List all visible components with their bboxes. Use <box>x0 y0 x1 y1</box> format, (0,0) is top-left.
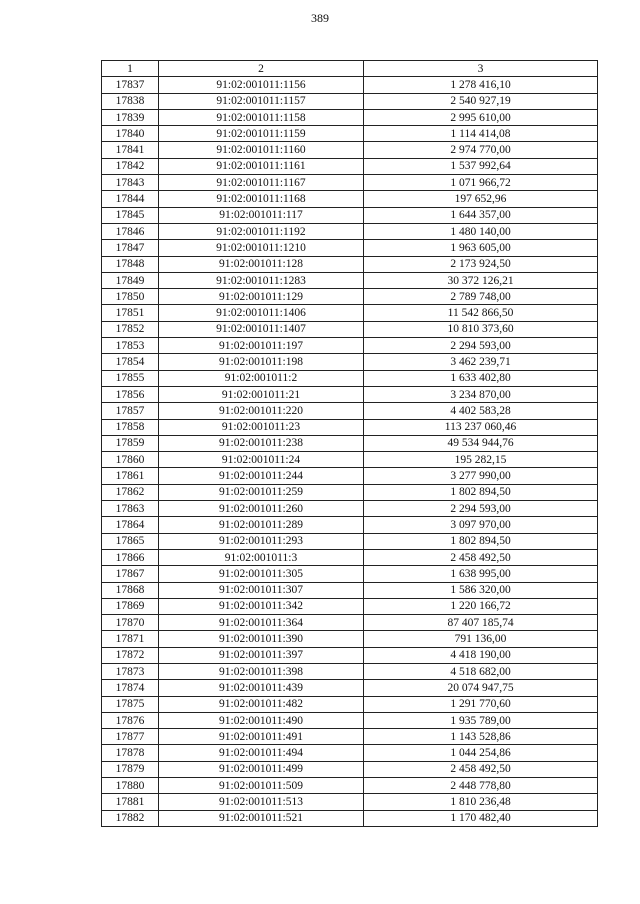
row-number-cell: 17862 <box>102 484 159 500</box>
row-number-cell: 17855 <box>102 370 159 386</box>
cadastral-number-cell: 91:02:001011:244 <box>159 468 364 484</box>
cadastral-value-cell: 1 278 416,10 <box>364 77 598 93</box>
row-number-cell: 17880 <box>102 778 159 794</box>
table-row <box>102 517 598 533</box>
cadastral-value-cell: 3 277 990,00 <box>364 468 598 484</box>
cadastral-value-cell: 4 402 583,28 <box>364 403 598 419</box>
row-number-cell: 17850 <box>102 289 159 305</box>
table-row <box>102 761 598 777</box>
row-number-cell: 17876 <box>102 712 159 728</box>
cadastral-number-cell: 91:02:001011:1406 <box>159 305 364 321</box>
cadastral-number-cell: 91:02:001011:1167 <box>159 175 364 191</box>
table-row <box>102 631 598 647</box>
table-row <box>102 501 598 517</box>
cadastral-number-cell: 91:02:001011:491 <box>159 729 364 745</box>
table-row <box>102 158 598 174</box>
row-number-cell: 17859 <box>102 435 159 451</box>
table-row <box>102 533 598 549</box>
cadastral-number-cell: 91:02:001011:494 <box>159 745 364 761</box>
cadastral-number-cell: 91:02:001011:259 <box>159 484 364 500</box>
cadastral-value-cell: 87 407 185,74 <box>364 615 598 631</box>
table-header-row <box>102 61 598 77</box>
row-number-cell: 17864 <box>102 517 159 533</box>
row-number-cell: 17877 <box>102 729 159 745</box>
cadastral-number-cell: 91:02:001011:289 <box>159 517 364 533</box>
cadastral-value-cell: 1 220 166,72 <box>364 598 598 614</box>
table-row <box>102 794 598 810</box>
row-number-cell: 17844 <box>102 191 159 207</box>
table-row <box>102 663 598 679</box>
cadastral-number-cell: 91:02:001011:397 <box>159 647 364 663</box>
table-row <box>102 778 598 794</box>
cadastral-value-cell: 4 418 190,00 <box>364 647 598 663</box>
row-number-cell: 17846 <box>102 223 159 239</box>
cadastral-value-cell: 1 802 894,50 <box>364 484 598 500</box>
cadastral-number-cell: 91:02:001011:364 <box>159 615 364 631</box>
cadastral-value-cell: 1 810 236,48 <box>364 794 598 810</box>
cadastral-value-cell: 1 633 402,80 <box>364 370 598 386</box>
cadastral-value-cell: 1 044 254,86 <box>364 745 598 761</box>
cadastral-value-cell: 1 644 357,00 <box>364 207 598 223</box>
cadastral-number-cell: 91:02:001011:129 <box>159 289 364 305</box>
cadastral-number-cell: 91:02:001011:24 <box>159 452 364 468</box>
table-row <box>102 175 598 191</box>
table-row <box>102 729 598 745</box>
row-number-cell: 17860 <box>102 452 159 468</box>
cadastral-value-cell: 4 518 682,00 <box>364 663 598 679</box>
table-row <box>102 566 598 582</box>
table-row <box>102 680 598 696</box>
table-row <box>102 77 598 93</box>
row-number-cell: 17861 <box>102 468 159 484</box>
table-row <box>102 435 598 451</box>
cadastral-value-cell: 2 789 748,00 <box>364 289 598 305</box>
cadastral-number-cell: 91:02:001011:128 <box>159 256 364 272</box>
cadastral-number-cell: 91:02:001011:1159 <box>159 126 364 142</box>
cadastral-number-cell: 91:02:001011:1168 <box>159 191 364 207</box>
cadastral-value-cell: 1 963 605,00 <box>364 240 598 256</box>
table-row <box>102 484 598 500</box>
table-row <box>102 615 598 631</box>
table-row <box>102 549 598 565</box>
cadastral-value-cell: 11 542 866,50 <box>364 305 598 321</box>
cadastral-number-cell: 91:02:001011:509 <box>159 778 364 794</box>
table-row <box>102 354 598 370</box>
row-number-cell: 17857 <box>102 403 159 419</box>
cadastral-value-cell: 1 143 528,86 <box>364 729 598 745</box>
cadastral-value-cell: 2 540 927,19 <box>364 93 598 109</box>
cadastral-number-cell: 91:02:001011:197 <box>159 338 364 354</box>
cadastral-number-cell: 91:02:001011:342 <box>159 598 364 614</box>
table-row <box>102 582 598 598</box>
row-number-cell: 17872 <box>102 647 159 663</box>
table-row <box>102 93 598 109</box>
row-number-cell: 17871 <box>102 631 159 647</box>
cadastral-number-cell: 91:02:001011:2 <box>159 370 364 386</box>
table-row <box>102 647 598 663</box>
row-number-cell: 17847 <box>102 240 159 256</box>
cadastral-value-cell: 30 372 126,21 <box>364 272 598 288</box>
table-row <box>102 419 598 435</box>
row-number-cell: 17863 <box>102 501 159 517</box>
cadastral-number-cell: 91:02:001011:198 <box>159 354 364 370</box>
cadastral-number-cell: 91:02:001011:499 <box>159 761 364 777</box>
row-number-cell: 17882 <box>102 810 159 826</box>
cadastral-number-cell: 91:02:001011:398 <box>159 663 364 679</box>
table-row <box>102 745 598 761</box>
table-row <box>102 142 598 158</box>
row-number-cell: 17845 <box>102 207 159 223</box>
cadastral-number-cell: 91:02:001011:1158 <box>159 109 364 125</box>
cadastral-number-cell: 91:02:001011:307 <box>159 582 364 598</box>
cadastral-value-cell: 1 638 995,00 <box>364 566 598 582</box>
row-number-cell: 17852 <box>102 321 159 337</box>
table-row <box>102 338 598 354</box>
cadastral-value-cell: 1 935 789,00 <box>364 712 598 728</box>
table-row <box>102 696 598 712</box>
row-number-cell: 17842 <box>102 158 159 174</box>
cadastral-value-cell: 113 237 060,46 <box>364 419 598 435</box>
table-row <box>102 191 598 207</box>
cadastral-value-cell: 2 974 770,00 <box>364 142 598 158</box>
row-number-cell: 17840 <box>102 126 159 142</box>
table-row <box>102 370 598 386</box>
table-row <box>102 712 598 728</box>
cadastral-number-cell: 91:02:001011:439 <box>159 680 364 696</box>
cadastral-value-cell: 20 074 947,75 <box>364 680 598 696</box>
cadastral-value-cell: 2 294 593,00 <box>364 501 598 517</box>
row-number-cell: 17839 <box>102 109 159 125</box>
cadastral-value-cell: 3 234 870,00 <box>364 386 598 402</box>
cadastral-number-cell: 91:02:001011:1160 <box>159 142 364 158</box>
column-header-1: 1 <box>102 61 159 77</box>
row-number-cell: 17849 <box>102 272 159 288</box>
cadastral-number-cell: 91:02:001011:1210 <box>159 240 364 256</box>
cadastral-value-cell: 197 652,96 <box>364 191 598 207</box>
cadastral-number-cell: 91:02:001011:1156 <box>159 77 364 93</box>
cadastral-value-cell: 49 534 944,76 <box>364 435 598 451</box>
row-number-cell: 17838 <box>102 93 159 109</box>
row-number-cell: 17881 <box>102 794 159 810</box>
cadastral-value-cell: 1 586 320,00 <box>364 582 598 598</box>
cadastral-value-cell: 2 448 778,80 <box>364 778 598 794</box>
cadastral-value-table <box>101 60 598 827</box>
table-row <box>102 240 598 256</box>
cadastral-value-cell: 1 802 894,50 <box>364 533 598 549</box>
cadastral-number-cell: 91:02:001011:21 <box>159 386 364 402</box>
row-number-cell: 17858 <box>102 419 159 435</box>
cadastral-number-cell: 91:02:001011:293 <box>159 533 364 549</box>
cadastral-number-cell: 91:02:001011:521 <box>159 810 364 826</box>
cadastral-number-cell: 91:02:001011:1283 <box>159 272 364 288</box>
row-number-cell: 17856 <box>102 386 159 402</box>
table-row <box>102 321 598 337</box>
cadastral-value-cell: 2 995 610,00 <box>364 109 598 125</box>
cadastral-number-cell: 91:02:001011:117 <box>159 207 364 223</box>
cadastral-number-cell: 91:02:001011:1192 <box>159 223 364 239</box>
row-number-cell: 17837 <box>102 77 159 93</box>
row-number-cell: 17843 <box>102 175 159 191</box>
cadastral-value-cell: 1 170 482,40 <box>364 810 598 826</box>
cadastral-value-cell: 1 480 140,00 <box>364 223 598 239</box>
cadastral-number-cell: 91:02:001011:1161 <box>159 158 364 174</box>
row-number-cell: 17854 <box>102 354 159 370</box>
row-number-cell: 17870 <box>102 615 159 631</box>
cadastral-number-cell: 91:02:001011:390 <box>159 631 364 647</box>
cadastral-number-cell: 91:02:001011:482 <box>159 696 364 712</box>
row-number-cell: 17841 <box>102 142 159 158</box>
cadastral-value-cell: 2 173 924,50 <box>364 256 598 272</box>
table-body <box>102 77 598 827</box>
table-row <box>102 386 598 402</box>
page-number: 389 <box>311 11 329 25</box>
table-row <box>102 272 598 288</box>
row-number-cell: 17865 <box>102 533 159 549</box>
cadastral-number-cell: 91:02:001011:23 <box>159 419 364 435</box>
table-row <box>102 468 598 484</box>
row-number-cell: 17878 <box>102 745 159 761</box>
row-number-cell: 17848 <box>102 256 159 272</box>
row-number-cell: 17853 <box>102 338 159 354</box>
cadastral-value-cell: 2 458 492,50 <box>364 761 598 777</box>
cadastral-value-cell: 1 114 414,08 <box>364 126 598 142</box>
table-row <box>102 289 598 305</box>
cadastral-value-cell: 3 097 970,00 <box>364 517 598 533</box>
table-row <box>102 126 598 142</box>
cadastral-value-cell: 3 462 239,71 <box>364 354 598 370</box>
row-number-cell: 17869 <box>102 598 159 614</box>
row-number-cell: 17866 <box>102 549 159 565</box>
column-header-3: 3 <box>364 61 598 77</box>
table-row <box>102 223 598 239</box>
cadastral-number-cell: 91:02:001011:238 <box>159 435 364 451</box>
cadastral-value-cell: 195 282,15 <box>364 452 598 468</box>
table-row <box>102 598 598 614</box>
cadastral-number-cell: 91:02:001011:1157 <box>159 93 364 109</box>
cadastral-number-cell: 91:02:001011:220 <box>159 403 364 419</box>
cadastral-value-cell: 1 071 966,72 <box>364 175 598 191</box>
table-row <box>102 452 598 468</box>
cadastral-value-cell: 1 291 770,60 <box>364 696 598 712</box>
table-row <box>102 305 598 321</box>
table-row <box>102 109 598 125</box>
row-number-cell: 17851 <box>102 305 159 321</box>
cadastral-value-cell: 2 294 593,00 <box>364 338 598 354</box>
cadastral-number-cell: 91:02:001011:1407 <box>159 321 364 337</box>
cadastral-number-cell: 91:02:001011:260 <box>159 501 364 517</box>
row-number-cell: 17874 <box>102 680 159 696</box>
table-row <box>102 810 598 826</box>
table-row <box>102 403 598 419</box>
row-number-cell: 17867 <box>102 566 159 582</box>
table-row <box>102 207 598 223</box>
cadastral-value-cell: 791 136,00 <box>364 631 598 647</box>
row-number-cell: 17868 <box>102 582 159 598</box>
row-number-cell: 17875 <box>102 696 159 712</box>
table-row <box>102 256 598 272</box>
cadastral-number-cell: 91:02:001011:305 <box>159 566 364 582</box>
cadastral-value-cell: 10 810 373,60 <box>364 321 598 337</box>
column-header-2: 2 <box>159 61 364 77</box>
row-number-cell: 17879 <box>102 761 159 777</box>
row-number-cell: 17873 <box>102 663 159 679</box>
cadastral-number-cell: 91:02:001011:490 <box>159 712 364 728</box>
cadastral-number-cell: 91:02:001011:513 <box>159 794 364 810</box>
cadastral-value-cell: 1 537 992,64 <box>364 158 598 174</box>
cadastral-value-cell: 2 458 492,50 <box>364 549 598 565</box>
cadastral-number-cell: 91:02:001011:3 <box>159 549 364 565</box>
